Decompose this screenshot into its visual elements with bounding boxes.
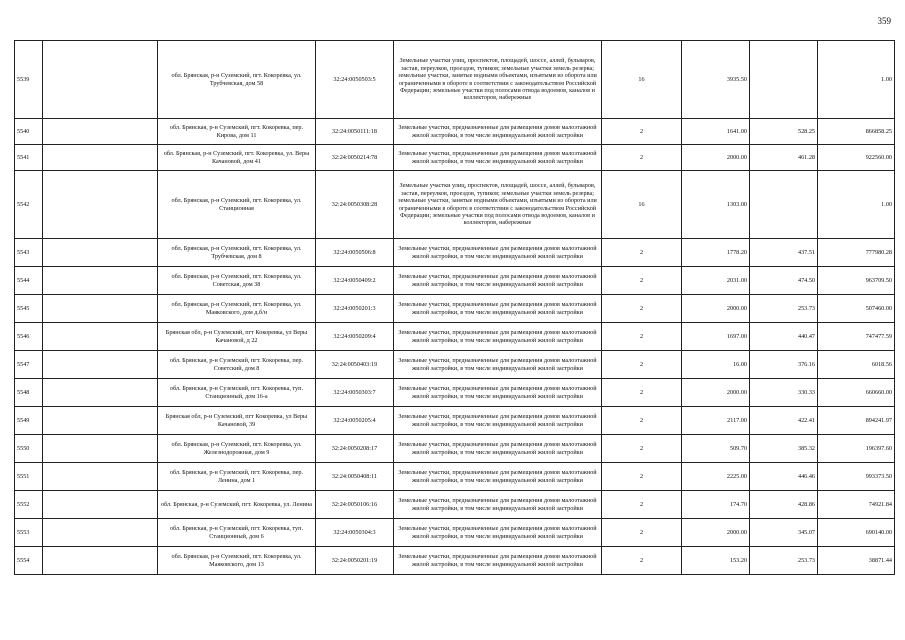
area-cell: 1303.00	[682, 171, 750, 239]
table-row	[15, 267, 895, 295]
row-number: 5552	[15, 491, 43, 519]
address-cell: обл. Брянская, р-н Суземский, пгт. Кокоревка, ул. Веры Качановой, дом 41	[158, 145, 316, 171]
row-number: 5547	[15, 351, 43, 379]
permitted-use-cell: Земельные участки, предназначенные для размещения домов малоэтажной жилой застройки, в том числе индивидуальной жилой застройки	[394, 379, 602, 407]
cadastral-value-cell: 777980.28	[818, 239, 895, 267]
specific-value-cell: 461.28	[750, 145, 818, 171]
use-group-cell: 2	[602, 145, 682, 171]
row-number: 5545	[15, 295, 43, 323]
permitted-use-cell: Земельные участки, предназначенные для размещения домов малоэтажной жилой застройки, в том числе индивидуальной жилой застройки	[394, 119, 602, 145]
specific-value-cell: 385.32	[750, 435, 818, 463]
table-row	[15, 295, 895, 323]
cadastral-number-cell: 32:24:0050308:28	[316, 171, 394, 239]
permitted-use-cell: Земельные участки, предназначенные для размещения домов малоэтажной жилой застройки, в том числе индивидуальной жилой застройки	[394, 491, 602, 519]
cadastral-value-cell: 866858.25	[818, 119, 895, 145]
row-number: 5549	[15, 407, 43, 435]
area-cell: 16.00	[682, 351, 750, 379]
row-number: 5553	[15, 519, 43, 547]
specific-value-cell	[750, 171, 818, 239]
use-group-cell: 2	[602, 119, 682, 145]
blank-cell	[43, 267, 158, 295]
area-cell: 1641.00	[682, 119, 750, 145]
blank-cell	[43, 407, 158, 435]
cadastral-value-cell: 922560.00	[818, 145, 895, 171]
table-row	[15, 547, 895, 575]
cadastral-number-cell: 32:24:0050205:4	[316, 407, 394, 435]
specific-value-cell: 528.25	[750, 119, 818, 145]
blank-cell	[43, 491, 158, 519]
table-row	[15, 41, 895, 119]
address-cell: обл. Брянская, р-н Суземский, пгт. Кокоревка, пер. Кирова, дом 11	[158, 119, 316, 145]
cadastral-number-cell: 32:24:0050503:5	[316, 41, 394, 119]
cadastral-value-cell: 74921.84	[818, 491, 895, 519]
table-row	[15, 463, 895, 491]
use-group-cell: 2	[602, 435, 682, 463]
area-cell: 2000.00	[682, 519, 750, 547]
area-cell: 2225.00	[682, 463, 750, 491]
specific-value-cell: 446.46	[750, 463, 818, 491]
cadastral-number-cell: 32:24:0050303:7	[316, 379, 394, 407]
row-number: 5539	[15, 41, 43, 119]
specific-value-cell: 345.07	[750, 519, 818, 547]
use-group-cell: 2	[602, 407, 682, 435]
use-group-cell: 2	[602, 267, 682, 295]
table-row	[15, 491, 895, 519]
cadastral-number-cell: 32:24:0050201:3	[316, 295, 394, 323]
permitted-use-cell: Земельные участки, предназначенные для размещения домов малоэтажной жилой застройки, в том числе индивидуальной жилой застройки	[394, 145, 602, 171]
blank-cell	[43, 463, 158, 491]
address-cell: обл. Брянская, р-н Суземский, пгт. Кокоревка, ул. Железнодорожная, дом 9	[158, 435, 316, 463]
specific-value-cell: 253.73	[750, 295, 818, 323]
cadastral-value-cell: 747477.59	[818, 323, 895, 351]
area-cell: 2117.00	[682, 407, 750, 435]
address-cell: Брянская обл, р-н Суземский, пгт Кокоревка, ул Веры Качановой, д 22	[158, 323, 316, 351]
use-group-cell: 16	[602, 41, 682, 119]
row-number: 5544	[15, 267, 43, 295]
specific-value-cell: 422.41	[750, 407, 818, 435]
table-row	[15, 519, 895, 547]
permitted-use-cell: Земельные участки, предназначенные для размещения домов малоэтажной жилой застройки, в том числе индивидуальной жилой застройки	[394, 239, 602, 267]
address-cell: обл. Брянская, р-н Суземский, пгт. Кокоревка, туп. Станционный, дом 6	[158, 519, 316, 547]
use-group-cell: 2	[602, 463, 682, 491]
blank-cell	[43, 239, 158, 267]
use-group-cell: 16	[602, 171, 682, 239]
table-row	[15, 323, 895, 351]
permitted-use-cell: Земельные участки, предназначенные для размещения домов малоэтажной жилой застройки, в том числе индивидуальной жилой застройки	[394, 435, 602, 463]
specific-value-cell: 440.47	[750, 323, 818, 351]
page-number: 359	[877, 16, 891, 26]
area-cell: 2031.00	[682, 267, 750, 295]
use-group-cell: 2	[602, 351, 682, 379]
cadastral-number-cell: 32:24:0050506:8	[316, 239, 394, 267]
address-cell: Брянская обл, р-н Суземский, пгт Кокоревка, ул Веры Качановой, 39	[158, 407, 316, 435]
blank-cell	[43, 295, 158, 323]
cadastral-number-cell: 32:24:0050209:4	[316, 323, 394, 351]
address-cell: обл. Брянская, р-н Суземский, пгт. Кокоревка, ул. Трубчевская, дом 58	[158, 41, 316, 119]
specific-value-cell: 376.16	[750, 351, 818, 379]
use-group-cell: 2	[602, 491, 682, 519]
cadastral-value-cell: 660660.00	[818, 379, 895, 407]
permitted-use-cell: Земельные участки, предназначенные для размещения домов малоэтажной жилой застройки, в том числе индивидуальной жилой застройки	[394, 407, 602, 435]
specific-value-cell: 428.86	[750, 491, 818, 519]
cadastral-value-cell: 507460.00	[818, 295, 895, 323]
permitted-use-cell: Земельные участки, предназначенные для размещения домов малоэтажной жилой застройки, в том числе индивидуальной жилой застройки	[394, 351, 602, 379]
address-cell: обл. Брянская, р-н Суземский, пгт. Кокоревка, туп. Станционный, дом 16-а	[158, 379, 316, 407]
address-cell: обл. Брянская, р-н Суземский, пгт. Кокоревка, пер. Ленина, дом 1	[158, 463, 316, 491]
cadastral-value-cell: 894241.97	[818, 407, 895, 435]
table-row	[15, 145, 895, 171]
address-cell: обл. Брянская, р-н Суземский, пгт. Кокоревка, ул. Трубчевская, дом 8	[158, 239, 316, 267]
cadastral-value-cell: 993373.50	[818, 463, 895, 491]
row-number: 5546	[15, 323, 43, 351]
cadastral-number-cell: 32:24:0050409:2	[316, 267, 394, 295]
permitted-use-cell: Земельные участки, предназначенные для размещения домов малоэтажной жилой застройки, в том числе индивидуальной жилой застройки	[394, 463, 602, 491]
permitted-use-cell: Земельные участки, предназначенные для размещения домов малоэтажной жилой застройки, в том числе индивидуальной жилой застройки	[394, 519, 602, 547]
cadastral-number-cell: 32:24:0050403:19	[316, 351, 394, 379]
use-group-cell: 2	[602, 239, 682, 267]
blank-cell	[43, 379, 158, 407]
area-cell: 2000.00	[682, 145, 750, 171]
cadastral-value-cell: 38871.44	[818, 547, 895, 575]
cadastral-number-cell: 32:24:0050111:18	[316, 119, 394, 145]
area-cell: 2000.00	[682, 295, 750, 323]
cadastral-value-cell: 690140.00	[818, 519, 895, 547]
specific-value-cell: 474.50	[750, 267, 818, 295]
specific-value-cell: 330.33	[750, 379, 818, 407]
use-group-cell: 2	[602, 379, 682, 407]
row-number: 5548	[15, 379, 43, 407]
address-cell: обл. Брянская, р-н Суземский, пгт. Кокоревка, ул. Ленина	[158, 491, 316, 519]
area-cell: 1778.20	[682, 239, 750, 267]
area-cell: 3935.50	[682, 41, 750, 119]
use-group-cell: 2	[602, 323, 682, 351]
address-cell: обл. Брянская, р-н Суземский, пгт. Кокоревка, ул. Станционная	[158, 171, 316, 239]
cadastral-number-cell: 32:24:0050408:11	[316, 463, 394, 491]
area-cell: 2000.00	[682, 379, 750, 407]
cadastral-number-cell: 32:24:0050201:19	[316, 547, 394, 575]
permitted-use-cell: Земельные участки, предназначенные для размещения домов малоэтажной жилой застройки, в том числе индивидуальной жилой застройки	[394, 295, 602, 323]
cadastral-value-cell: 1.00	[818, 171, 895, 239]
cadastral-number-cell: 32:24:0050208:17	[316, 435, 394, 463]
cadastral-value-cell: 6018.56	[818, 351, 895, 379]
use-group-cell: 2	[602, 295, 682, 323]
permitted-use-cell: Земельные участки, предназначенные для размещения домов малоэтажной жилой застройки, в том числе индивидуальной жилой застройки	[394, 323, 602, 351]
use-group-cell: 2	[602, 519, 682, 547]
row-number: 5551	[15, 463, 43, 491]
area-cell: 509.70	[682, 435, 750, 463]
table-row	[15, 351, 895, 379]
row-number: 5543	[15, 239, 43, 267]
table-row	[15, 379, 895, 407]
blank-cell	[43, 435, 158, 463]
table-row	[15, 239, 895, 267]
row-number: 5540	[15, 119, 43, 145]
blank-cell	[43, 351, 158, 379]
area-cell: 174.70	[682, 491, 750, 519]
blank-cell	[43, 323, 158, 351]
area-cell: 1697.00	[682, 323, 750, 351]
cadastral-number-cell: 32:24:0050106:16	[316, 491, 394, 519]
permitted-use-cell: Земельные участки, предназначенные для размещения домов малоэтажной жилой застройки, в том числе индивидуальной жилой застройки	[394, 547, 602, 575]
blank-cell	[43, 547, 158, 575]
blank-cell	[43, 41, 158, 119]
cadastral-value-cell: 196397.60	[818, 435, 895, 463]
cadastral-number-cell: 32:24:0050214:78	[316, 145, 394, 171]
specific-value-cell: 437.51	[750, 239, 818, 267]
blank-cell	[43, 119, 158, 145]
land-registry-table	[14, 40, 895, 575]
row-number: 5554	[15, 547, 43, 575]
row-number: 5550	[15, 435, 43, 463]
table-row	[15, 119, 895, 145]
address-cell: обл. Брянская, р-н Суземский, пгт. Кокоревка, пер. Советский, дом 8	[158, 351, 316, 379]
row-number: 5541	[15, 145, 43, 171]
cadastral-number-cell: 32:24:0050304:3	[316, 519, 394, 547]
table-row	[15, 407, 895, 435]
row-number: 5542	[15, 171, 43, 239]
table-row	[15, 171, 895, 239]
table-row	[15, 435, 895, 463]
blank-cell	[43, 145, 158, 171]
area-cell: 153.20	[682, 547, 750, 575]
permitted-use-cell: Земельные участки, предназначенные для размещения домов малоэтажной жилой застройки, в том числе индивидуальной жилой застройки	[394, 267, 602, 295]
address-cell: обл. Брянская, р-н Суземский, пгт. Кокоревка, ул. Маяковского, дом 13	[158, 547, 316, 575]
cadastral-value-cell: 1.00	[818, 41, 895, 119]
blank-cell	[43, 171, 158, 239]
permitted-use-cell: Земельные участки улиц, проспектов, площадей, шоссе, аллей, бульваров, застав, переулков, проездов, тупиков; земельные участки земель резерва; земельные участки, занятые водными объектами, изъятыми из оборота или ограниченными в обороте в соответствии с законодательством Российской Федерации; земельные участки под полосами отвода водоемов, каналов и коллекторов, набережные	[394, 171, 602, 239]
blank-cell	[43, 519, 158, 547]
cadastral-value-cell: 963709.50	[818, 267, 895, 295]
address-cell: обл. Брянская, р-н Суземский, пгт. Кокоревка, ул. Советская, дом 38	[158, 267, 316, 295]
address-cell: обл. Брянская, р-н Суземский, пгт. Кокоревка, ул. Маяковского, дом д.б/н	[158, 295, 316, 323]
specific-value-cell	[750, 41, 818, 119]
specific-value-cell: 253.73	[750, 547, 818, 575]
use-group-cell: 2	[602, 547, 682, 575]
permitted-use-cell: Земельные участки улиц, проспектов, площадей, шоссе, аллей, бульваров, застав, переулков, проездов, тупиков; земельные участки земель резерва; земельные участки, занятые водными объектами, изъятыми из оборота или ограниченными в обороте в соответствии с законодательством Российской Федерации; земельные участки под полосами отвода водоемов, каналов и коллекторов, набережные	[394, 41, 602, 119]
